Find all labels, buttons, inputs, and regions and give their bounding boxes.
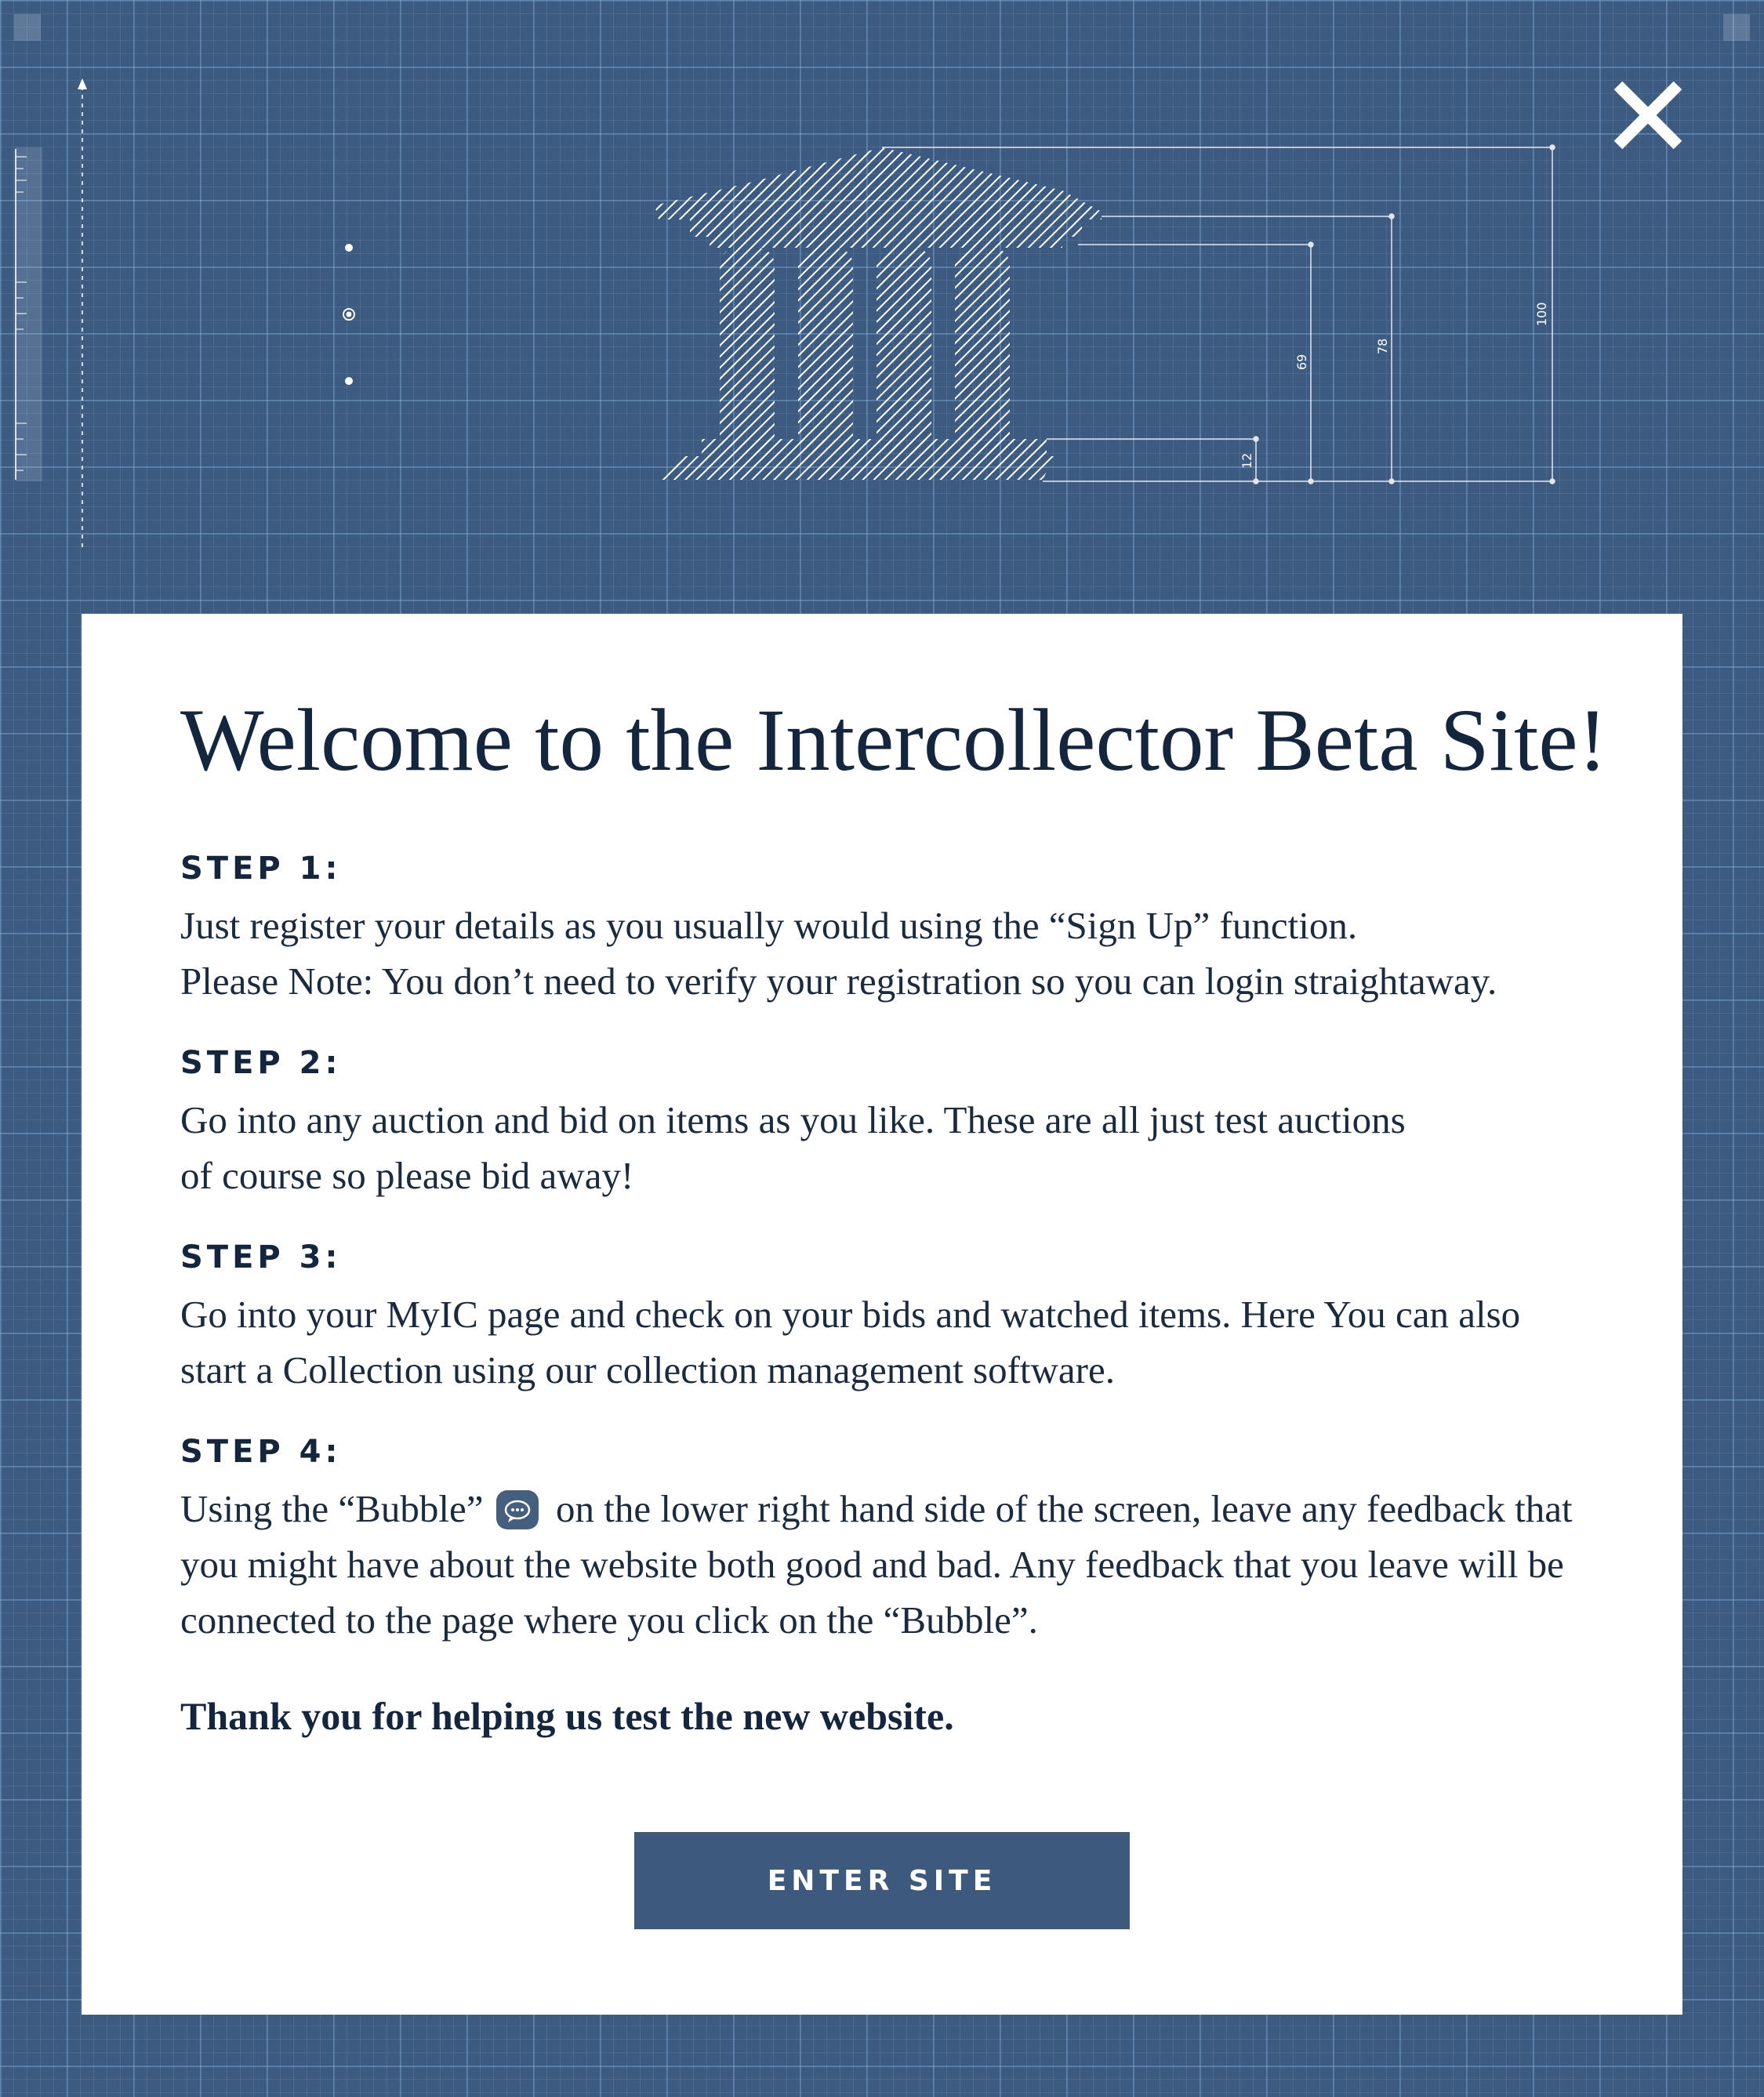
close-button[interactable]	[1607, 74, 1689, 156]
step-line-part: Using the “Bubble”	[180, 1487, 484, 1531]
dimension-label-100: 100	[1534, 302, 1549, 326]
marker-dots-icon	[343, 245, 354, 384]
thank-you-text: Thank you for helping us test the new website.	[180, 1694, 954, 1739]
welcome-dialog	[82, 614, 1682, 2015]
dimension-label-69: 69	[1294, 354, 1309, 370]
step-line: Go into your MyIC page and check on your bids and watched items. Here You can also	[180, 1293, 1521, 1337]
step-text	[180, 1092, 1607, 1203]
chat-bubble-icon	[496, 1490, 539, 1529]
enter-site-button[interactable]: ENTER SITE	[634, 1832, 1130, 1929]
blueprint-illustration	[0, 0, 1764, 611]
step-line-part: on the lower right hand side of the screen, leave any feedback that	[555, 1487, 1573, 1531]
step-line: start a Collection using our collection management software.	[180, 1348, 1115, 1392]
step-line: Please Note: You don’t need to verify your registration so you can login straightaway.	[180, 960, 1497, 1003]
step-1	[180, 851, 1682, 1009]
step-3	[180, 1239, 1682, 1398]
ruler-icon	[16, 147, 42, 481]
measure-arrow-icon	[78, 78, 87, 549]
step-heading: STEP 4:	[180, 1434, 342, 1471]
dimension-label-12: 12	[1240, 452, 1254, 469]
dimension-label-78: 78	[1375, 338, 1390, 354]
step-line: connected to the page where you click on the “Bubble”.	[180, 1598, 1038, 1642]
step-line: of course so please bid away!	[180, 1154, 634, 1198]
step-line	[180, 1481, 1607, 1536]
step-text	[180, 1481, 1607, 1648]
step-4	[180, 1434, 1682, 1648]
museum-building-icon	[655, 147, 1102, 480]
step-line: Just register your details as you usually would using the “Sign Up” function.	[180, 904, 1358, 948]
step-heading: STEP 2:	[180, 1045, 342, 1082]
step-text	[180, 898, 1607, 1009]
dialog-title: Welcome to the Intercollector Beta Site!	[180, 691, 1608, 789]
step-line: you might have about the website both good and bad. Any feedback that you leave will be	[180, 1543, 1564, 1587]
step-line: Go into any auction and bid on items as you like. These are all just test auctions	[180, 1098, 1406, 1142]
step-text	[180, 1286, 1607, 1398]
step-2	[180, 1045, 1682, 1203]
step-heading: STEP 1:	[180, 851, 342, 887]
step-heading: STEP 3:	[180, 1239, 342, 1276]
close-icon	[1607, 74, 1689, 156]
